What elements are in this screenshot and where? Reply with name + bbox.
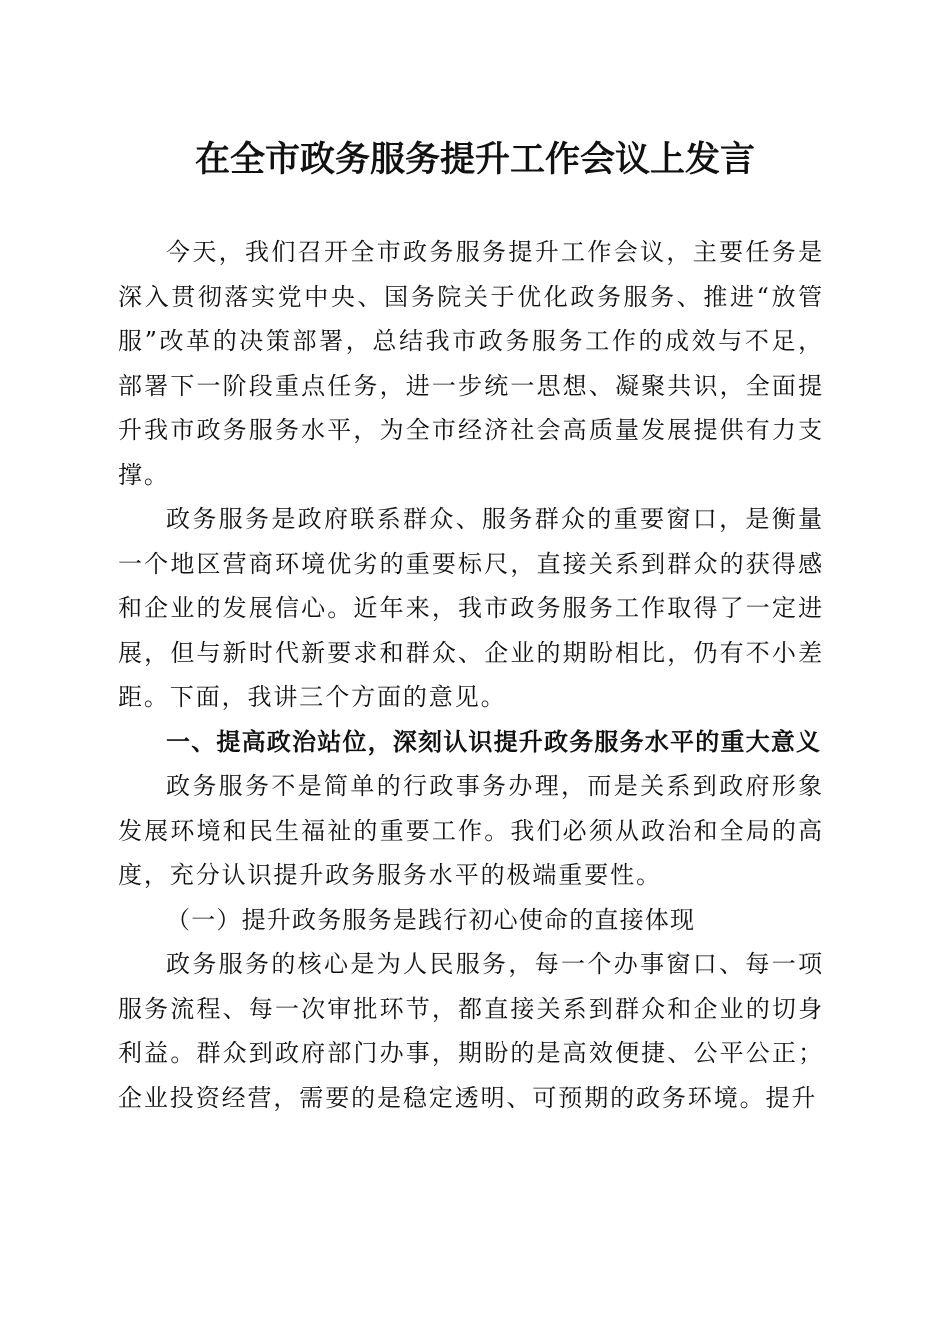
- body-paragraph: 今天，我们召开全市政务服务提升工作会议，主要任务是深入贯彻落实党中央、国务院关于优化政务服务、推进“放管服”改革的决策部署，总结我市政务服务工作的成效与不足，部署下一阶段重点任务，进一步统一思想、凝聚共识，全面提升我市政务服务水平，为全市经济社会高质量发展提供有力支撑。: [118, 238, 824, 489]
- section-heading: 一、提高政治站位，深刻认识提升政务服务水平的重大意义: [166, 726, 822, 756]
- document-body: [118, 230, 824, 1120]
- body-paragraph: 政务服务不是简单的行政事务办理，而是关系到政府形象发展环境和民生福祉的重要工作。我们必须从政治和全局的高度，充分认识提升政务服务水平的极端重要性。: [118, 772, 824, 889]
- document-title: 在全市政务服务提升工作会议上发言: [194, 139, 755, 180]
- body-paragraph: 政务服务的核心是为人民服务，每一个办事窗口、每一项服务流程、每一次审批环节，都直接关系到群众和企业的切身利益。群众到政府部门办事，期盼的是高效便捷、公平公正；企业投资经营，需要的是稳定透明、可预期的政务环境。提升: [118, 950, 824, 1112]
- subsection-heading: （一）提升政务服务是践行初心使命的直接体现: [166, 905, 696, 934]
- body-paragraph: 政务服务是政府联系群众、服务群众的重要窗口，是衡量一个地区营商环境优劣的重要标尺，直接关系到群众的获得感和企业的发展信心。近年来，我市政务服务工作取得了一定进展，但与新时代新要求和群众、企业的期盼相比，仍有不小差距。下面，我讲三个方面的意见。: [118, 505, 824, 711]
